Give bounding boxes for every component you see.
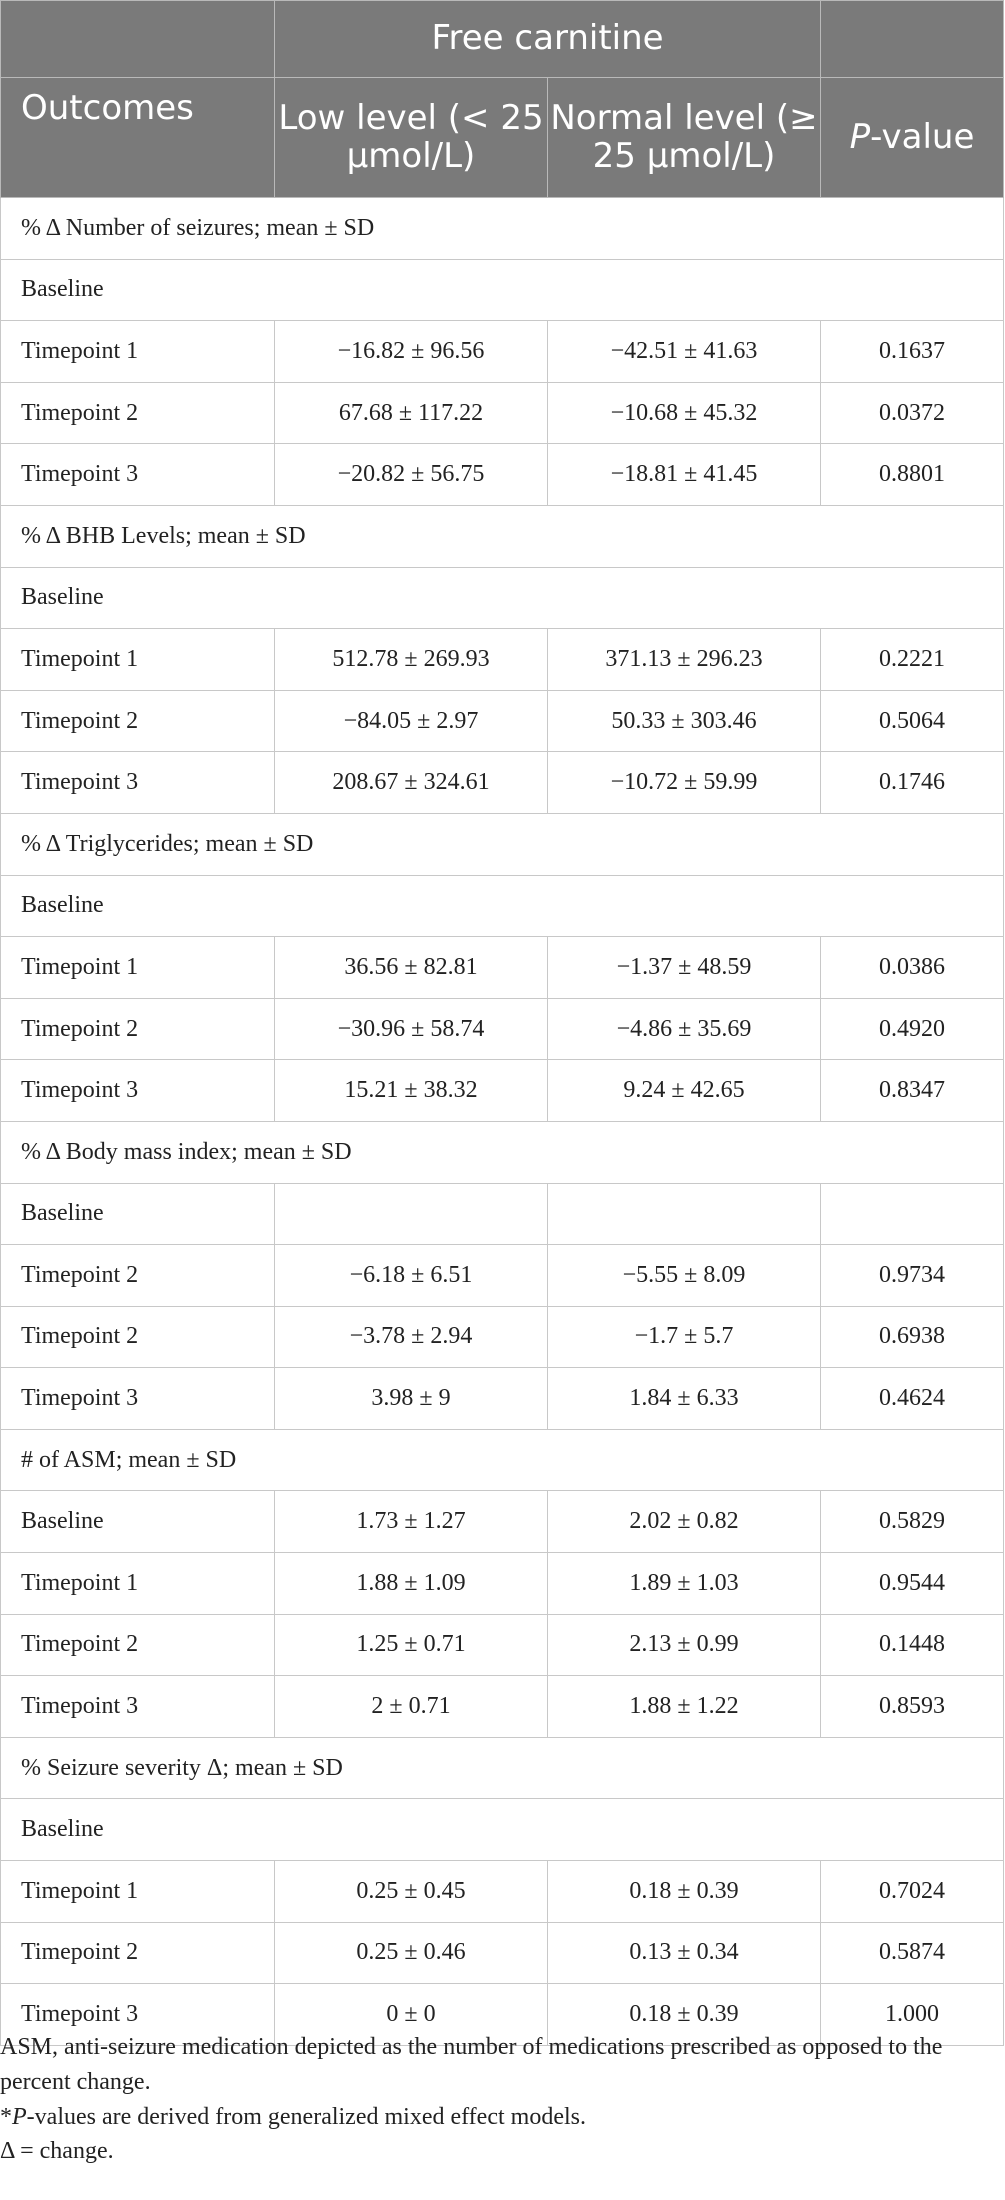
row-label: Timepoint 1 <box>1 629 275 691</box>
p-value: 0.9544 <box>821 1553 1004 1615</box>
normal-level-value: 0.18 ± 0.39 <box>548 1861 821 1923</box>
low-level-value: 1.73 ± 1.27 <box>275 1491 548 1553</box>
normal-level-value: 371.13 ± 296.23 <box>548 629 821 691</box>
table-row <box>1 321 1004 383</box>
normal-level-value: −5.55 ± 8.09 <box>548 1245 821 1307</box>
low-level-value: 208.67 ± 324.61 <box>275 752 548 814</box>
low-level-value: 15.21 ± 38.32 <box>275 1060 548 1122</box>
low-level-value: 0.25 ± 0.45 <box>275 1861 548 1923</box>
low-level-value: 3.98 ± 9 <box>275 1368 548 1430</box>
normal-level-value: −10.72 ± 59.99 <box>548 752 821 814</box>
normal-level-value: −18.81 ± 41.45 <box>548 444 821 506</box>
footnote-pvalue <box>0 2100 1003 2135</box>
section-title: % Δ Number of seizures; mean ± SD <box>1 198 1004 260</box>
table-row <box>1 1060 1004 1122</box>
p-value: 0.5874 <box>821 1922 1004 1984</box>
p-value: 0.8347 <box>821 1060 1004 1122</box>
section-title: % Seizure severity Δ; mean ± SD <box>1 1737 1004 1799</box>
low-level-value: 36.56 ± 82.81 <box>275 937 548 999</box>
row-label: Timepoint 1 <box>1 1553 275 1615</box>
table-row <box>1 1922 1004 1984</box>
row-label: Baseline <box>1 1183 275 1245</box>
row-label: Baseline <box>1 259 1004 321</box>
header-p-rest: -value <box>870 116 975 157</box>
section-header-row <box>1 1737 1004 1799</box>
row-label: Timepoint 3 <box>1 1676 275 1738</box>
footnote-delta: Δ = change. <box>0 2138 114 2165</box>
row-label: Timepoint 2 <box>1 1245 275 1307</box>
table-row <box>1 1368 1004 1430</box>
table-row <box>1 752 1004 814</box>
p-value: 0.1746 <box>821 752 1004 814</box>
low-level-value: 67.68 ± 117.22 <box>275 382 548 444</box>
table-row <box>1 382 1004 444</box>
p-value: 0.7024 <box>821 1861 1004 1923</box>
table-row <box>1 567 1004 629</box>
row-label: Baseline <box>1 1799 1004 1861</box>
low-level-value: 0.25 ± 0.46 <box>275 1922 548 1984</box>
header-low-level: Low level (< 25 μmol/L) <box>275 78 548 198</box>
p-value: 0.8801 <box>821 444 1004 506</box>
p-value: 0.1637 <box>821 321 1004 383</box>
header-p-italic: P <box>849 116 871 157</box>
section-header-row <box>1 198 1004 260</box>
row-label: Timepoint 3 <box>1 1368 275 1430</box>
table-row <box>1 1491 1004 1553</box>
table-row <box>1 1183 1004 1245</box>
table-row <box>1 1306 1004 1368</box>
normal-level-value: 0.13 ± 0.34 <box>548 1922 821 1984</box>
header-normal-level: Normal level (≥ 25 μmol/L) <box>548 78 821 198</box>
section-header-row <box>1 505 1004 567</box>
low-level-value: −84.05 ± 2.97 <box>275 690 548 752</box>
p-value: 0.0386 <box>821 937 1004 999</box>
row-label: Timepoint 1 <box>1 1861 275 1923</box>
low-level-value: −6.18 ± 6.51 <box>275 1245 548 1307</box>
p-value <box>821 1183 1004 1245</box>
normal-level-value: 1.84 ± 6.33 <box>548 1368 821 1430</box>
table-body <box>1 198 1004 2046</box>
row-label: Timepoint 2 <box>1 1614 275 1676</box>
p-value: 1.000 <box>821 1984 1004 2046</box>
normal-level-value: −10.68 ± 45.32 <box>548 382 821 444</box>
table-row <box>1 875 1004 937</box>
row-label: Baseline <box>1 875 1004 937</box>
table-row <box>1 1245 1004 1307</box>
low-level-value: 512.78 ± 269.93 <box>275 629 548 691</box>
low-level-value: −3.78 ± 2.94 <box>275 1306 548 1368</box>
normal-level-value: 0.18 ± 0.39 <box>548 1984 821 2046</box>
low-level-value: 1.88 ± 1.09 <box>275 1553 548 1615</box>
normal-level-value: 2.13 ± 0.99 <box>548 1614 821 1676</box>
normal-level-value: 2.02 ± 0.82 <box>548 1491 821 1553</box>
p-value: 0.5064 <box>821 690 1004 752</box>
normal-level-value: −1.7 ± 5.7 <box>548 1306 821 1368</box>
header-outcomes: Outcomes <box>1 78 275 198</box>
row-label: Timepoint 1 <box>1 321 275 383</box>
p-value: 0.2221 <box>821 629 1004 691</box>
row-label: Timepoint 1 <box>1 937 275 999</box>
row-label: Timepoint 2 <box>1 690 275 752</box>
footnote-pvalue-text: -values are derived from generalized mixed effect models. <box>26 2103 586 2130</box>
low-level-value: 2 ± 0.71 <box>275 1676 548 1738</box>
table-row <box>1 259 1004 321</box>
row-label: Baseline <box>1 1491 275 1553</box>
table-row <box>1 998 1004 1060</box>
table-row <box>1 1553 1004 1615</box>
header-p-value <box>821 78 1004 198</box>
normal-level-value: 9.24 ± 42.65 <box>548 1060 821 1122</box>
table-row <box>1 937 1004 999</box>
section-title: % Δ Triglycerides; mean ± SD <box>1 813 1004 875</box>
row-label: Timepoint 2 <box>1 382 275 444</box>
low-level-value: −20.82 ± 56.75 <box>275 444 548 506</box>
normal-level-value: 1.89 ± 1.03 <box>548 1553 821 1615</box>
p-value: 0.9734 <box>821 1245 1004 1307</box>
header-blank-left <box>1 1 275 78</box>
section-title: % Δ BHB Levels; mean ± SD <box>1 505 1004 567</box>
table-row <box>1 1614 1004 1676</box>
p-value: 0.1448 <box>821 1614 1004 1676</box>
p-value: 0.5829 <box>821 1491 1004 1553</box>
footnote-asm: ASM, anti-seizure medication depicted as the number of medications prescribed as opposed to the percent change. <box>0 2034 943 2095</box>
p-value: 0.4624 <box>821 1368 1004 1430</box>
row-label: Timepoint 2 <box>1 998 275 1060</box>
table-row <box>1 1861 1004 1923</box>
low-level-value: −16.82 ± 96.56 <box>275 321 548 383</box>
section-title: % Δ Body mass index; mean ± SD <box>1 1121 1004 1183</box>
low-level-value: 0 ± 0 <box>275 1984 548 2046</box>
normal-level-value: 50.33 ± 303.46 <box>548 690 821 752</box>
row-label: Timepoint 2 <box>1 1922 275 1984</box>
header-blank-right <box>821 1 1004 78</box>
normal-level-value: −42.51 ± 41.63 <box>548 321 821 383</box>
row-label: Baseline <box>1 567 1004 629</box>
p-value: 0.8593 <box>821 1676 1004 1738</box>
table-row <box>1 1799 1004 1861</box>
table-row <box>1 690 1004 752</box>
table-header <box>1 1 1004 198</box>
row-label: Timepoint 3 <box>1 444 275 506</box>
footnote-pvalue-p: P <box>12 2103 27 2130</box>
row-label: Timepoint 3 <box>1 752 275 814</box>
section-header-row <box>1 1121 1004 1183</box>
row-label: Timepoint 2 <box>1 1306 275 1368</box>
low-level-value <box>275 1183 548 1245</box>
normal-level-value: 1.88 ± 1.22 <box>548 1676 821 1738</box>
section-title: # of ASM; mean ± SD <box>1 1429 1004 1491</box>
header-group-free-carnitine: Free carnitine <box>275 1 821 78</box>
table-row <box>1 444 1004 506</box>
p-value: 0.4920 <box>821 998 1004 1060</box>
row-label: Timepoint 3 <box>1 1060 275 1122</box>
p-value: 0.0372 <box>821 382 1004 444</box>
normal-level-value: −4.86 ± 35.69 <box>548 998 821 1060</box>
normal-level-value: −1.37 ± 48.59 <box>548 937 821 999</box>
normal-level-value <box>548 1183 821 1245</box>
low-level-value: 1.25 ± 0.71 <box>275 1614 548 1676</box>
section-header-row <box>1 1429 1004 1491</box>
section-header-row <box>1 813 1004 875</box>
low-level-value: −30.96 ± 58.74 <box>275 998 548 1060</box>
table-row <box>1 629 1004 691</box>
table-row <box>1 1676 1004 1738</box>
footnote-pvalue-star: * <box>0 2103 12 2130</box>
p-value: 0.6938 <box>821 1306 1004 1368</box>
row-label: Timepoint 3 <box>1 1984 275 2046</box>
footnotes <box>0 2030 1003 2169</box>
